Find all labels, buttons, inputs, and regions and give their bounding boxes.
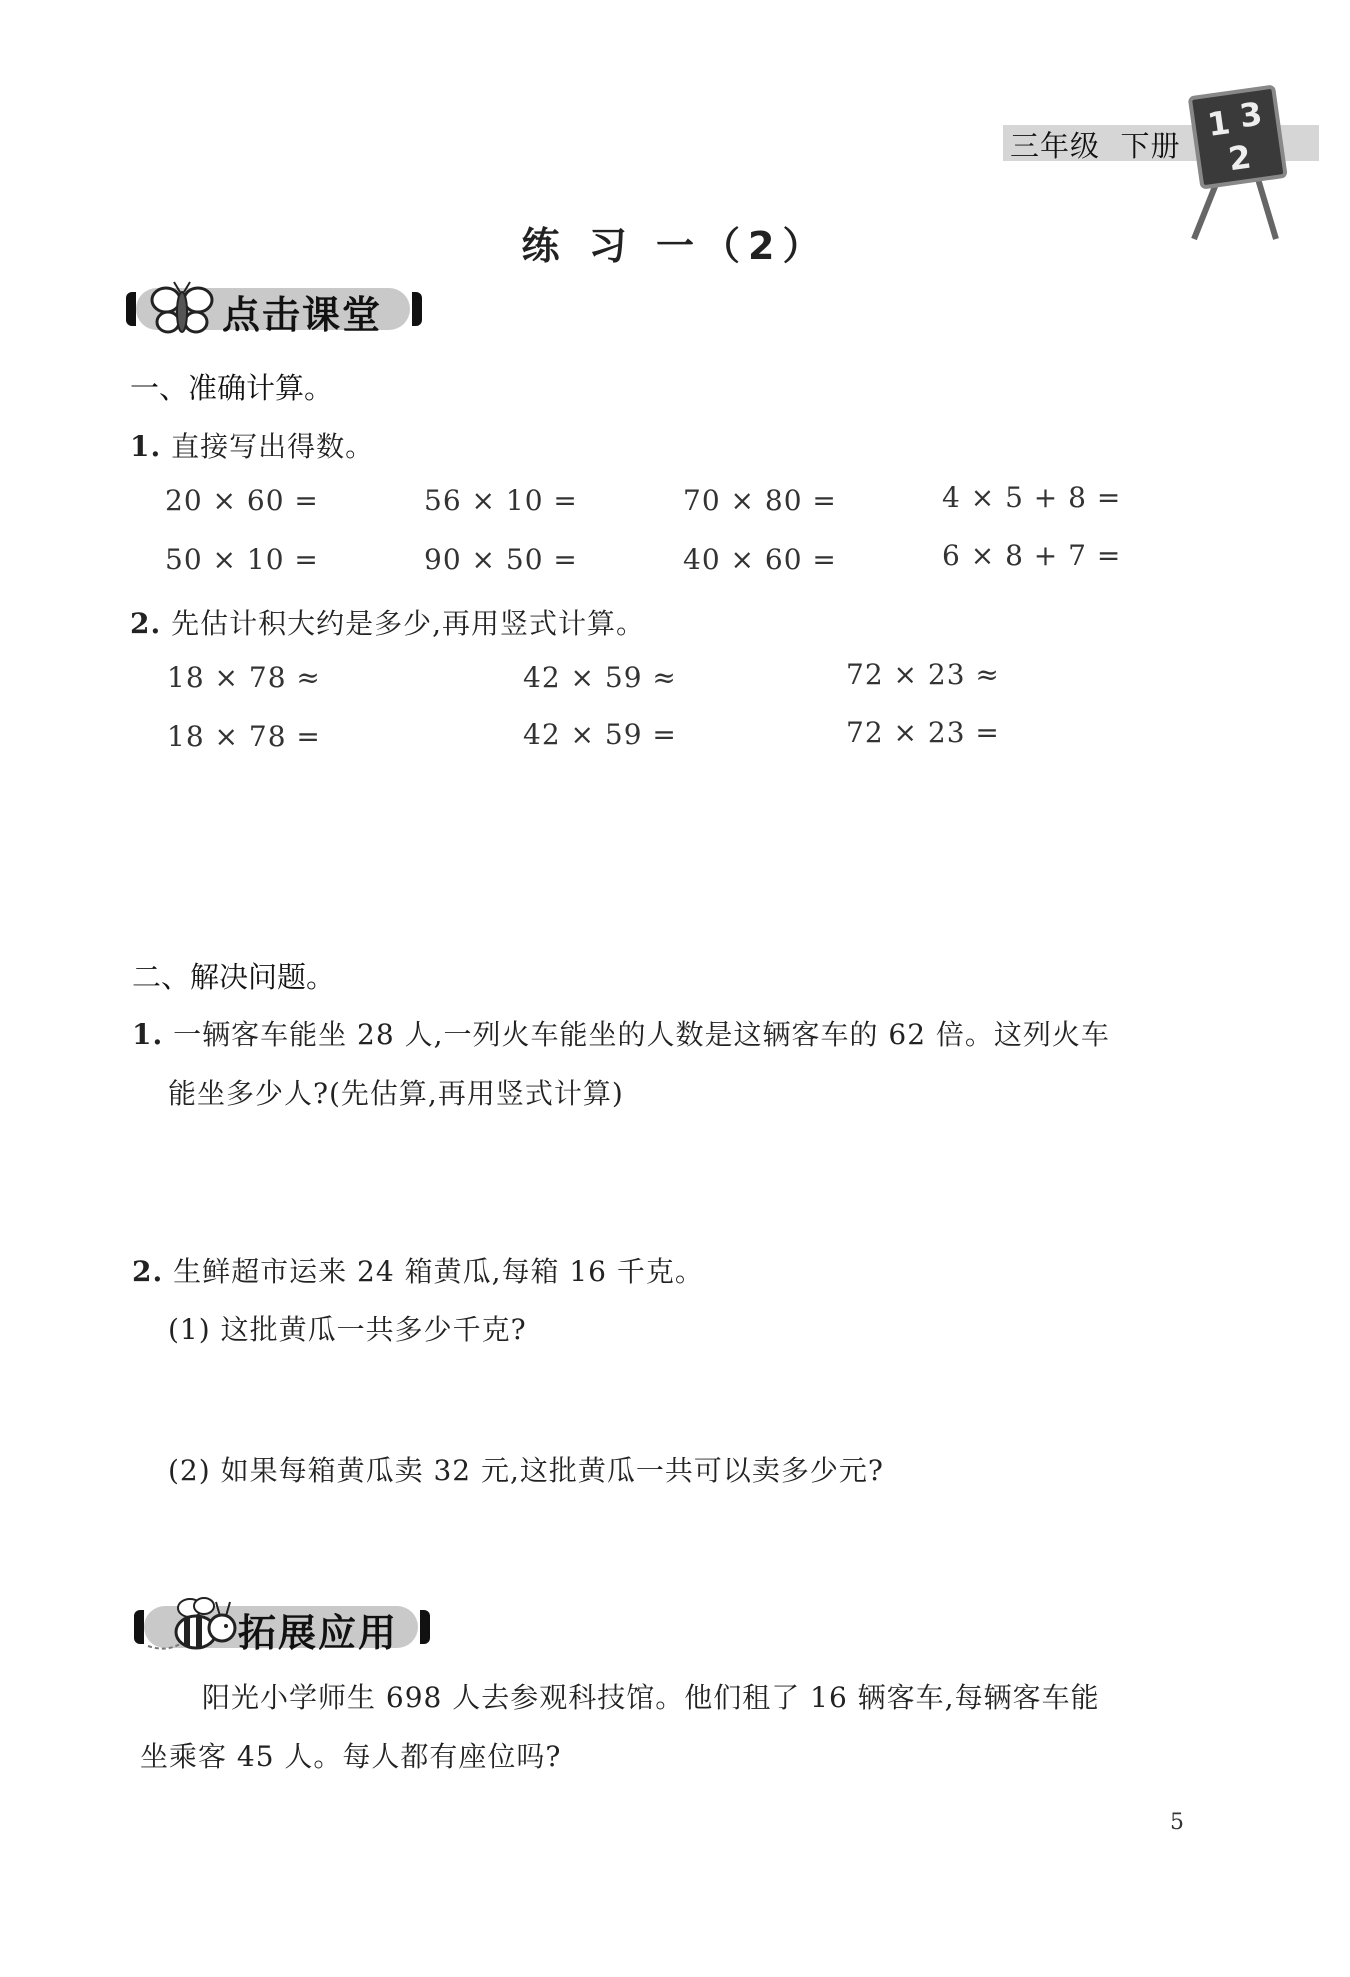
classroom-banner-label: 点击课堂 <box>222 293 383 337</box>
part2-p1-line2: 能坐多少人?(先估算,再用竖式计算) <box>168 1077 624 1110</box>
board-digit-2: 2 <box>1226 137 1254 179</box>
vertical-calc-2: 42 × 59 = <box>523 718 677 751</box>
part1-q2 <box>130 602 645 642</box>
extension-banner <box>134 1602 430 1655</box>
page-number: 5 <box>1170 1810 1184 1835</box>
banner-cap-left <box>126 292 136 326</box>
estimate-3: 72 × 23 ≈ <box>846 658 1000 691</box>
extension-line1: 阳光小学师生 698 人去参观科技馆。他们租了 16 辆客车,每辆客车能 <box>202 1681 1100 1714</box>
grade-text: 三年级 <box>1010 129 1101 163</box>
volume-text: 下册 <box>1120 129 1181 163</box>
exercise-1g: 40 × 60 = <box>683 543 837 576</box>
classroom-banner <box>126 284 422 337</box>
extension-line2: 坐乘客 45 人。每人都有座位吗? <box>140 1740 562 1773</box>
p2-number: 2. <box>132 1255 164 1288</box>
estimate-2: 42 × 59 ≈ <box>523 661 677 694</box>
p1-text: 一辆客车能坐 28 人,一列火车能坐的人数是这辆客车的 62 倍。这列火车 <box>173 1018 1110 1051</box>
exercise-1h: 6 × 8 + 7 = <box>942 539 1122 572</box>
bee-icon <box>146 1594 242 1658</box>
part2-p2-sub2: (2) 如果每箱黄瓜卖 32 元,这批黄瓜一共可以卖多少元? <box>168 1454 884 1487</box>
banner-cap-right <box>420 1610 430 1644</box>
page-title: 练 习 一（2） <box>521 224 829 268</box>
part2-p2 <box>132 1250 704 1290</box>
exercise-1c: 70 × 80 = <box>683 484 837 517</box>
part1-q1 <box>130 425 374 465</box>
q1-number: 1. <box>130 430 162 463</box>
part2-p2-sub1: (1) 这批黄瓜一共多少千克? <box>168 1313 527 1346</box>
q2-number: 2. <box>130 607 162 640</box>
vertical-calc-1: 18 × 78 = <box>167 720 321 753</box>
exercise-1d: 4 × 5 + 8 = <box>942 481 1122 514</box>
banner-cap-left <box>134 1610 144 1644</box>
part2-heading: 二、解决问题。 <box>132 960 336 994</box>
extension-banner-label: 拓展应用 <box>238 1611 399 1655</box>
banner-cap-right <box>412 292 422 326</box>
exercise-1a: 20 × 60 = <box>165 484 319 517</box>
q1-text: 直接写出得数。 <box>171 430 375 463</box>
part2-p1-line1 <box>132 1013 1110 1053</box>
exercise-1b: 56 × 10 = <box>424 484 578 517</box>
board-digit-3: 3 <box>1237 94 1265 136</box>
exercise-1e: 50 × 10 = <box>165 543 319 576</box>
estimate-1: 18 × 78 ≈ <box>167 661 321 694</box>
exercise-1f: 90 × 50 = <box>424 543 578 576</box>
vertical-calc-3: 72 × 23 = <box>846 716 1000 749</box>
board-digit-1: 1 <box>1205 103 1233 144</box>
grade-label <box>1010 124 1180 165</box>
q2-text: 先估计积大约是多少,再用竖式计算。 <box>171 607 646 640</box>
p1-number: 1. <box>132 1018 164 1051</box>
butterfly-icon <box>148 280 216 340</box>
part1-heading: 一、准确计算。 <box>130 371 334 405</box>
p2-text: 生鲜超市运来 24 箱黄瓜,每箱 16 千克。 <box>173 1255 704 1288</box>
